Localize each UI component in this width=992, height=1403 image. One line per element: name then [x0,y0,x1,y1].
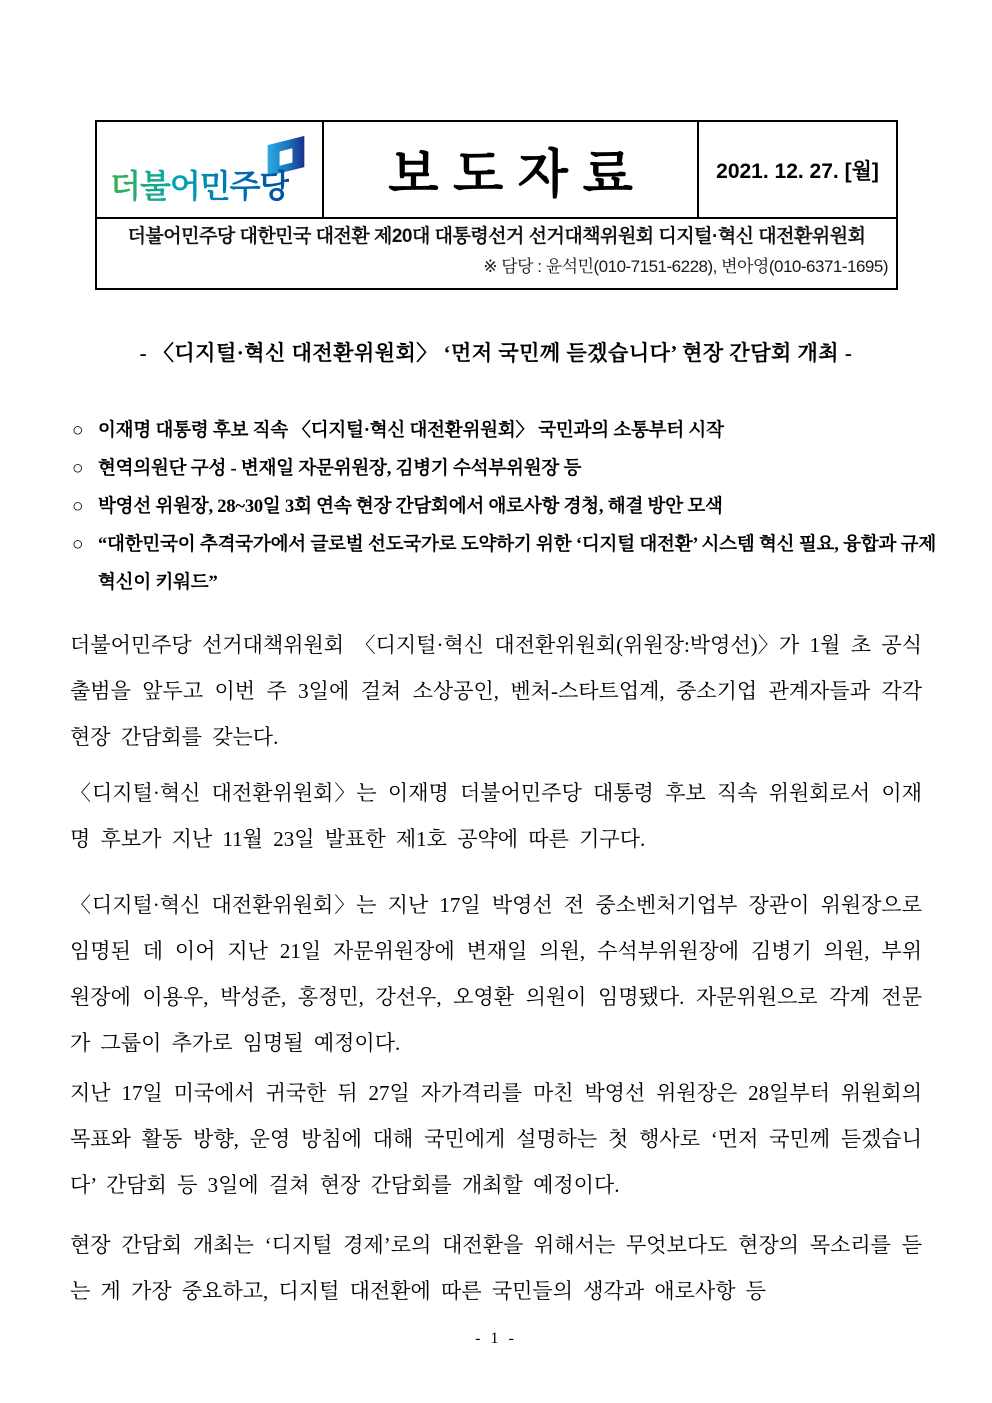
bullet-text: “대한민국이 추격국가에서 글로벌 선도국가로 도약하기 위한 ‘디지털 대전환’ 시스템 혁신 필요, 융합과 규제혁신이 키워드” [98,535,936,593]
header-bottom-row [97,219,896,288]
doc-type-cell [324,122,699,217]
header-top-row [97,122,896,219]
bullet-text: 박영선 위원장, 28~30일 3회 연속 현장 간담회에서 애로사항 경청, 해결 방안 모색 [98,497,723,517]
bullet-text: 현역의원단 구성 - 변재일 자문위원장, 김병기 수석부위원장 등 [98,459,582,479]
body-paragraph: 〈디지털·혁신 대전환위원회〉는 이재명 더불어민주당 대통령 후보 직속 위원회로서 이재명 후보가 지난 11월 23일 발표한 제1호 공약에 따른 기구다. [70,781,922,851]
bullet-circle-icon: ○ [72,496,84,517]
doc-type-title: 보도자료 [388,146,648,204]
bullet-text: 이재명 대통령 후보 직속 〈디지털·혁신 대전환위원회〉 국민과의 소통부터 시작 [98,421,724,441]
bullet-item [72,412,936,450]
header-box [95,120,898,290]
party-logo [97,122,324,217]
bullet-circle-icon: ○ [72,420,84,441]
date-cell [699,122,896,217]
party-name: 더불어민주당 [110,161,289,207]
bullet-item [72,526,936,602]
body-paragraph: 더불어민주당 선거대책위원회 〈디지털·혁신 대전환위원회(위원장:박영선)〉가 1월 초 공식 출범을 앞두고 이번 주 3일에 걸쳐 소상공인, 벤처-스타트업계, 중소기업 관계자들과 각각 현장 간담회를 갖는다. [70,633,922,749]
summary-bullet-list [72,412,936,602]
bullet-item [72,488,936,526]
page-number: - 1 - [475,1330,517,1347]
bullet-circle-icon: ○ [72,458,84,479]
bullet-item [72,450,936,488]
headline: - 〈디지털·혁신 대전환위원회〉 ‘먼저 국민께 듣겠습니다’ 현장 간담회 개최 - [139,341,853,365]
contact-info: ※ 담당 : 윤석민(010-7151-6228), 변아영(010-6371-1695) [483,257,888,276]
body-paragraph: 지난 17일 미국에서 귀국한 뒤 27일 자가격리를 마친 박영선 위원장은 28일부터 위원회의 목표와 활동 방향, 운영 방침에 대해 국민에게 설명하는 첫 행사로 ‘먼저 국민께 듣겠습니다’ 간담회 등 3일에 걸쳐 현장 간담회를 개최할 예정이다. [70,1081,922,1197]
body-paragraph: 현장 간담회 개최는 ‘디지털 경제’로의 대전환을 위해서는 무엇보다도 현장의 목소리를 듣는 게 가장 중요하고, 디지털 대전환에 따른 국민들의 생각과 애로사항 등 [70,1233,922,1303]
committee-name: 더불어민주당 대한민국 대전환 제20대 대통령선거 선거대책위원회 디지털·혁신 대전환위원회 [127,226,866,247]
bullet-circle-icon: ○ [72,534,84,555]
body-paragraph: 〈디지털·혁신 대전환위원회〉는 지난 17일 박영선 전 중소벤처기업부 장관이 위원장으로 임명된 데 이어 지난 21일 자문위원장에 변재일 의원, 수석부위원장에 김병기 의원, 부위원장에 이용우, 박성준, 홍정민, 강선우, 오영환 의원이 임명됐다. 자문위원으로 각계 전문가 그룹이 추가로 임명될 예정이다. [70,893,922,1055]
release-date: 2021. 12. 27. [월] [716,159,879,183]
